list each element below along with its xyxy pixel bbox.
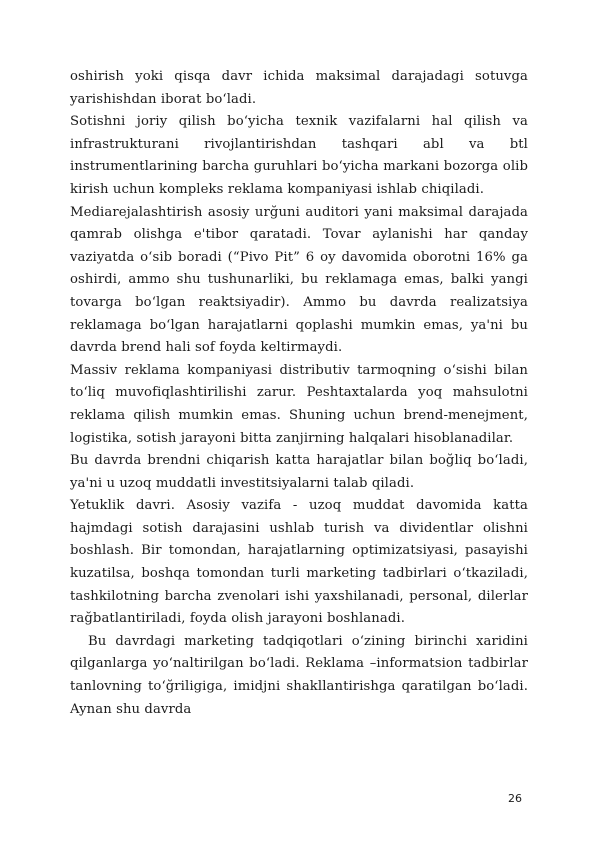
paragraph-5: Bu davrda brendni chiqarish katta harajatlar bilan boğliq boʻladi, ya'ni u uzoq muddatli investitsiyalarni talab qiladi.	[70, 453, 528, 491]
document-page	[70, 66, 528, 721]
paragraph-1: oshirish yoki qisqa davr ichida maksimal darajadagi sotuvga yarishishdan iborat boʻladi.	[70, 69, 528, 107]
paragraph-4: Massiv reklama kompaniyasi distributiv tarmoqning oʻsishi bilan toʻliq muvofiqlashtirilishi zarur. Peshtaxtalarda yoq mahsulotni reklama qilish mumkin emas. Shuning uchun brend-menejment, logistika, sotish jarayoni bitta zanjirning halqalari hisoblanadilar.	[70, 362, 528, 446]
paragraph-7: Bu davrdagi marketing tadqiqotlari oʻzining birinchi xaridini qilganlarga yoʻnaltirilgan boʻladi. Reklama –informatsion tadbirlar tanlovning toʻğriligiga, imidjni shakllantirishga qaratilgan boʻladi. Aynan shu davrda	[70, 633, 528, 717]
paragraph-6: Yetuklik davri. Asosiy vazifa - uzoq muddat davomida katta hajmdagi sotish darajasini ushlab turish va dividentlar olishni boshlash. Bir tomondan, harajatlarning optimizatsiyasi, pasayishi kuzatilsa, boshqa tomondan turli marketing tadbirlari oʻtkaziladi, tashkilotning barcha zvenolari ishi yaxshilanadi, personal, dilerlar rağbatlantiriladi, foyda olish jarayoni boshlanadi.	[70, 498, 528, 627]
paragraph-3: Mediarejalashtirish asosiy urğuni auditori yani maksimal darajada qamrab olishga e'tibor qaratadi. Tovar aylanishi har qanday vaziyatda oʻsib boradi (“Pivo Pit” 6 oy davomida oborotni 16% ga oshirdi, ammo shu tushunarliki, bu reklamaga emas, balki yangi tovarga boʻlgan reaktsiyadir). Ammo bu davrda realizatsiya reklamaga boʻlgan harajatlarni qoplashi mumkin emas, ya'ni bu davrda brend hali sof foyda keltirmaydi.	[70, 204, 528, 356]
paragraph-2: Sotishni joriy qilish boʻyicha texnik vazifalarni hal qilish va infrastrukturani rivojlantirishdan tashqari abl va btl instrumentlarining barcha guruhlari boʻyicha markani bozorga olib kirish uchun kompleks reklama kompaniyasi ishlab chiqiladi.	[70, 114, 528, 197]
page-number: 26	[508, 792, 522, 805]
